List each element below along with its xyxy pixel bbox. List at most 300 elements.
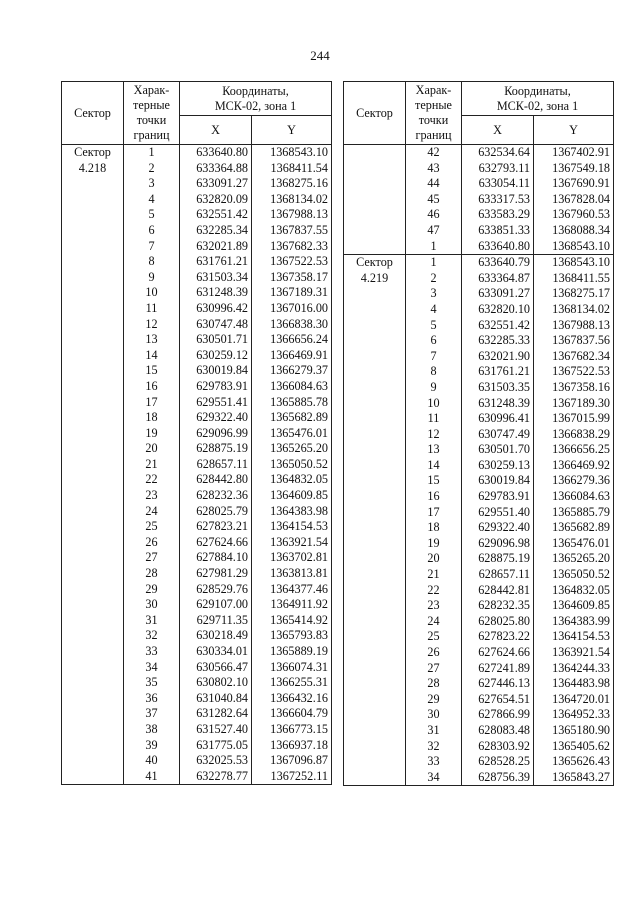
table-row bbox=[344, 567, 614, 583]
table-row bbox=[62, 363, 332, 379]
x-coordinate-cell: 629711.35 bbox=[180, 613, 252, 629]
x-coordinate-cell: 627981.29 bbox=[180, 566, 252, 582]
point-number-cell: 44 bbox=[406, 176, 462, 192]
sector-cell bbox=[62, 176, 124, 192]
y-coordinate-cell: 1367549.18 bbox=[534, 161, 614, 177]
y-coordinate-cell: 1365405.62 bbox=[534, 739, 614, 755]
x-coordinate-cell: 633851.33 bbox=[462, 223, 534, 239]
point-number-cell: 29 bbox=[406, 692, 462, 708]
table-row bbox=[62, 161, 332, 177]
sector-cell bbox=[62, 628, 124, 644]
sector-cell bbox=[344, 520, 406, 536]
sector-cell bbox=[62, 270, 124, 286]
header-points-line: Харак- bbox=[133, 83, 170, 97]
x-coordinate-cell: 628529.76 bbox=[180, 582, 252, 598]
point-number-cell: 23 bbox=[124, 488, 180, 504]
table-row bbox=[62, 628, 332, 644]
header-x: X bbox=[462, 116, 534, 145]
sector-cell bbox=[62, 706, 124, 722]
table-row bbox=[62, 223, 332, 239]
sector-cell bbox=[62, 363, 124, 379]
y-coordinate-cell: 1364154.53 bbox=[252, 519, 332, 535]
x-coordinate-cell: 632820.09 bbox=[180, 192, 252, 208]
point-number-cell: 32 bbox=[406, 739, 462, 755]
sector-cell bbox=[344, 396, 406, 412]
x-coordinate-cell: 627624.66 bbox=[180, 535, 252, 551]
y-coordinate-cell: 1367016.00 bbox=[252, 301, 332, 317]
sector-cell bbox=[62, 472, 124, 488]
table-row bbox=[344, 427, 614, 443]
sector-cell bbox=[344, 427, 406, 443]
table-row bbox=[344, 396, 614, 412]
x-coordinate-cell: 633583.29 bbox=[462, 207, 534, 223]
sector-cell bbox=[344, 661, 406, 677]
sector-cell bbox=[62, 769, 124, 785]
x-coordinate-cell: 630019.84 bbox=[462, 473, 534, 489]
table-row bbox=[62, 145, 332, 161]
table-row bbox=[62, 332, 332, 348]
table-row bbox=[344, 349, 614, 365]
point-number-cell: 28 bbox=[406, 676, 462, 692]
x-coordinate-cell: 632025.53 bbox=[180, 753, 252, 769]
x-coordinate-cell: 630996.42 bbox=[180, 301, 252, 317]
sector-cell bbox=[344, 598, 406, 614]
y-coordinate-cell: 1367189.31 bbox=[252, 285, 332, 301]
x-coordinate-cell: 633364.87 bbox=[462, 271, 534, 287]
sector-cell bbox=[344, 614, 406, 630]
x-coordinate-cell: 631775.05 bbox=[180, 738, 252, 754]
table-row bbox=[62, 691, 332, 707]
y-coordinate-cell: 1367988.13 bbox=[534, 318, 614, 334]
x-coordinate-cell: 627823.21 bbox=[180, 519, 252, 535]
table-row bbox=[62, 410, 332, 426]
point-number-cell: 26 bbox=[124, 535, 180, 551]
y-coordinate-cell: 1367402.91 bbox=[534, 145, 614, 161]
sector-cell bbox=[62, 597, 124, 613]
x-coordinate-cell: 630501.70 bbox=[462, 442, 534, 458]
x-coordinate-cell: 631040.84 bbox=[180, 691, 252, 707]
point-number-cell: 9 bbox=[406, 380, 462, 396]
y-coordinate-cell: 1366656.25 bbox=[534, 442, 614, 458]
x-coordinate-cell: 628303.92 bbox=[462, 739, 534, 755]
y-coordinate-cell: 1365414.92 bbox=[252, 613, 332, 629]
table-row bbox=[344, 551, 614, 567]
point-number-cell: 18 bbox=[406, 520, 462, 536]
y-coordinate-cell: 1363921.54 bbox=[534, 645, 614, 661]
header-coordinates-line: МСК-02, зона 1 bbox=[496, 98, 579, 113]
sector-cell bbox=[62, 317, 124, 333]
point-number-cell: 19 bbox=[406, 536, 462, 552]
y-coordinate-cell: 1364609.85 bbox=[252, 488, 332, 504]
sector-cell bbox=[62, 239, 124, 255]
point-number-cell: 1 bbox=[406, 239, 462, 255]
point-number-cell: 15 bbox=[124, 363, 180, 379]
sector-cell bbox=[344, 145, 406, 161]
point-number-cell: 33 bbox=[406, 754, 462, 770]
point-number-cell: 30 bbox=[406, 707, 462, 723]
sector-cell bbox=[344, 380, 406, 396]
table-row bbox=[62, 738, 332, 754]
sector-cell bbox=[344, 458, 406, 474]
point-number-cell: 19 bbox=[124, 426, 180, 442]
table-row bbox=[62, 519, 332, 535]
point-number-cell: 41 bbox=[124, 769, 180, 785]
x-coordinate-cell: 631761.21 bbox=[180, 254, 252, 270]
table-row bbox=[344, 380, 614, 396]
header-points-line: границ bbox=[133, 128, 170, 142]
table-row bbox=[344, 520, 614, 536]
point-number-cell: 15 bbox=[406, 473, 462, 489]
sector-cell bbox=[62, 691, 124, 707]
sector-cell bbox=[62, 348, 124, 364]
y-coordinate-cell: 1366084.63 bbox=[534, 489, 614, 505]
header-x: X bbox=[180, 116, 252, 145]
y-coordinate-cell: 1367690.91 bbox=[534, 176, 614, 192]
table-row bbox=[344, 723, 614, 739]
point-number-cell: 31 bbox=[124, 613, 180, 629]
y-coordinate-cell: 1364952.33 bbox=[534, 707, 614, 723]
point-number-cell: 35 bbox=[124, 675, 180, 691]
sector-cell bbox=[344, 583, 406, 599]
y-coordinate-cell: 1367522.53 bbox=[534, 364, 614, 380]
point-number-cell: 27 bbox=[406, 661, 462, 677]
point-number-cell: 20 bbox=[124, 441, 180, 457]
x-coordinate-cell: 630259.12 bbox=[180, 348, 252, 364]
x-coordinate-cell: 628232.36 bbox=[180, 488, 252, 504]
table-row bbox=[62, 675, 332, 691]
header-points-line: точки bbox=[418, 113, 449, 127]
x-coordinate-cell: 633091.27 bbox=[180, 176, 252, 192]
sector-cell bbox=[344, 676, 406, 692]
table-row bbox=[62, 550, 332, 566]
x-coordinate-cell: 628657.11 bbox=[180, 457, 252, 473]
x-coordinate-cell: 629551.40 bbox=[462, 505, 534, 521]
x-coordinate-cell: 631503.35 bbox=[462, 380, 534, 396]
header-points-line: терные bbox=[133, 98, 170, 112]
sector-cell bbox=[62, 457, 124, 473]
point-number-cell: 16 bbox=[406, 489, 462, 505]
sector-cell bbox=[62, 410, 124, 426]
point-number-cell: 33 bbox=[124, 644, 180, 660]
table-row bbox=[62, 239, 332, 255]
y-coordinate-cell: 1364609.85 bbox=[534, 598, 614, 614]
y-coordinate-cell: 1365885.78 bbox=[252, 395, 332, 411]
point-number-cell: 42 bbox=[406, 145, 462, 161]
y-coordinate-cell: 1365843.27 bbox=[534, 770, 614, 786]
x-coordinate-cell: 633317.53 bbox=[462, 192, 534, 208]
y-coordinate-cell: 1368543.10 bbox=[534, 239, 614, 255]
table-row bbox=[344, 598, 614, 614]
y-coordinate-cell: 1364911.92 bbox=[252, 597, 332, 613]
sector-cell: 4.218 bbox=[62, 161, 124, 177]
x-coordinate-cell: 631248.39 bbox=[462, 396, 534, 412]
y-coordinate-cell: 1367988.13 bbox=[252, 207, 332, 223]
y-coordinate-cell: 1368411.54 bbox=[252, 161, 332, 177]
x-coordinate-cell: 630996.41 bbox=[462, 411, 534, 427]
sector-cell bbox=[62, 644, 124, 660]
x-coordinate-cell: 632285.33 bbox=[462, 333, 534, 349]
y-coordinate-cell: 1364244.33 bbox=[534, 661, 614, 677]
sector-cell bbox=[344, 318, 406, 334]
y-coordinate-cell: 1363921.54 bbox=[252, 535, 332, 551]
sector-cell bbox=[344, 192, 406, 208]
point-number-cell: 12 bbox=[406, 427, 462, 443]
table-row bbox=[62, 660, 332, 676]
y-coordinate-cell: 1365050.52 bbox=[252, 457, 332, 473]
table-row bbox=[344, 707, 614, 723]
table-row bbox=[62, 426, 332, 442]
sector-cell: Сектор bbox=[344, 255, 406, 271]
table-row bbox=[62, 722, 332, 738]
sector-cell bbox=[62, 738, 124, 754]
point-number-cell: 12 bbox=[124, 317, 180, 333]
x-coordinate-cell: 628025.79 bbox=[180, 504, 252, 520]
y-coordinate-cell: 1365476.01 bbox=[534, 536, 614, 552]
point-number-cell: 32 bbox=[124, 628, 180, 644]
sector-cell bbox=[62, 519, 124, 535]
point-number-cell: 8 bbox=[406, 364, 462, 380]
sector-cell bbox=[62, 207, 124, 223]
y-coordinate-cell: 1365885.79 bbox=[534, 505, 614, 521]
sector-cell bbox=[62, 223, 124, 239]
point-number-cell: 4 bbox=[406, 302, 462, 318]
x-coordinate-cell: 631248.39 bbox=[180, 285, 252, 301]
x-coordinate-cell: 632551.42 bbox=[462, 318, 534, 334]
table-row bbox=[344, 614, 614, 630]
point-number-cell: 43 bbox=[406, 161, 462, 177]
x-coordinate-cell: 628657.11 bbox=[462, 567, 534, 583]
x-coordinate-cell: 630501.71 bbox=[180, 332, 252, 348]
point-number-cell: 17 bbox=[406, 505, 462, 521]
table-row bbox=[62, 254, 332, 270]
header-sector: Сектор bbox=[344, 82, 406, 145]
coordinates-table-right bbox=[343, 81, 614, 786]
sector-cell bbox=[62, 550, 124, 566]
sector-cell bbox=[62, 301, 124, 317]
table-row bbox=[344, 286, 614, 302]
header-coordinates bbox=[462, 82, 614, 116]
table-row bbox=[62, 379, 332, 395]
sector-cell bbox=[344, 505, 406, 521]
y-coordinate-cell: 1367252.11 bbox=[252, 769, 332, 785]
sector-cell bbox=[344, 707, 406, 723]
sector-cell: 4.219 bbox=[344, 271, 406, 287]
sector-cell bbox=[62, 395, 124, 411]
x-coordinate-cell: 633054.11 bbox=[462, 176, 534, 192]
x-coordinate-cell: 629551.41 bbox=[180, 395, 252, 411]
table-row bbox=[344, 255, 614, 271]
table-body bbox=[62, 145, 332, 785]
table-row bbox=[344, 473, 614, 489]
y-coordinate-cell: 1367358.17 bbox=[252, 270, 332, 286]
point-number-cell: 17 bbox=[124, 395, 180, 411]
sector-cell bbox=[344, 364, 406, 380]
point-number-cell: 8 bbox=[124, 254, 180, 270]
y-coordinate-cell: 1366838.30 bbox=[252, 317, 332, 333]
sector-cell bbox=[62, 285, 124, 301]
y-coordinate-cell: 1366937.18 bbox=[252, 738, 332, 754]
table-row bbox=[344, 676, 614, 692]
sector-cell bbox=[62, 504, 124, 520]
y-coordinate-cell: 1368543.10 bbox=[252, 145, 332, 161]
table-row bbox=[62, 566, 332, 582]
y-coordinate-cell: 1368275.16 bbox=[252, 176, 332, 192]
table-row bbox=[344, 489, 614, 505]
y-coordinate-cell: 1366656.24 bbox=[252, 332, 332, 348]
point-number-cell: 37 bbox=[124, 706, 180, 722]
table-row bbox=[344, 318, 614, 334]
y-coordinate-cell: 1365626.43 bbox=[534, 754, 614, 770]
x-coordinate-cell: 627624.66 bbox=[462, 645, 534, 661]
point-number-cell: 14 bbox=[406, 458, 462, 474]
point-number-cell: 10 bbox=[124, 285, 180, 301]
sector-cell bbox=[62, 332, 124, 348]
x-coordinate-cell: 629107.00 bbox=[180, 597, 252, 613]
header-sector: Сектор bbox=[62, 82, 124, 145]
table-row bbox=[344, 176, 614, 192]
table-row bbox=[62, 753, 332, 769]
table-row bbox=[62, 597, 332, 613]
sector-cell bbox=[344, 286, 406, 302]
y-coordinate-cell: 1365793.83 bbox=[252, 628, 332, 644]
point-number-cell: 47 bbox=[406, 223, 462, 239]
table-row bbox=[344, 739, 614, 755]
sector-cell bbox=[62, 254, 124, 270]
point-number-cell: 26 bbox=[406, 645, 462, 661]
sector-cell bbox=[344, 754, 406, 770]
point-number-cell: 24 bbox=[406, 614, 462, 630]
table-row bbox=[344, 333, 614, 349]
x-coordinate-cell: 633364.88 bbox=[180, 161, 252, 177]
x-coordinate-cell: 632534.64 bbox=[462, 145, 534, 161]
point-number-cell: 6 bbox=[124, 223, 180, 239]
x-coordinate-cell: 630019.84 bbox=[180, 363, 252, 379]
x-coordinate-cell: 629783.91 bbox=[180, 379, 252, 395]
y-coordinate-cell: 1368411.55 bbox=[534, 271, 614, 287]
header-coordinates bbox=[180, 82, 332, 116]
table-row bbox=[344, 302, 614, 318]
point-number-cell: 39 bbox=[124, 738, 180, 754]
y-coordinate-cell: 1367828.04 bbox=[534, 192, 614, 208]
point-number-cell: 7 bbox=[124, 239, 180, 255]
y-coordinate-cell: 1368275.17 bbox=[534, 286, 614, 302]
header-coordinates-line: МСК-02, зона 1 bbox=[214, 98, 297, 113]
point-number-cell: 34 bbox=[406, 770, 462, 786]
sector-cell bbox=[344, 692, 406, 708]
sector-cell bbox=[344, 223, 406, 239]
table-row bbox=[62, 613, 332, 629]
sector-cell bbox=[344, 536, 406, 552]
coordinates-table-left bbox=[61, 81, 332, 785]
y-coordinate-cell: 1366255.31 bbox=[252, 675, 332, 691]
sector-cell bbox=[344, 207, 406, 223]
x-coordinate-cell: 632278.77 bbox=[180, 769, 252, 785]
sector-cell bbox=[344, 442, 406, 458]
y-coordinate-cell: 1367189.30 bbox=[534, 396, 614, 412]
y-coordinate-cell: 1363813.81 bbox=[252, 566, 332, 582]
y-coordinate-cell: 1366279.36 bbox=[534, 473, 614, 489]
table-row bbox=[344, 458, 614, 474]
y-coordinate-cell: 1365265.20 bbox=[534, 551, 614, 567]
x-coordinate-cell: 628232.35 bbox=[462, 598, 534, 614]
y-coordinate-cell: 1364154.53 bbox=[534, 629, 614, 645]
point-number-cell: 38 bbox=[124, 722, 180, 738]
y-coordinate-cell: 1364832.05 bbox=[534, 583, 614, 599]
table-row bbox=[344, 505, 614, 521]
point-number-cell: 36 bbox=[124, 691, 180, 707]
x-coordinate-cell: 628756.39 bbox=[462, 770, 534, 786]
x-coordinate-cell: 629322.40 bbox=[462, 520, 534, 536]
y-coordinate-cell: 1367358.16 bbox=[534, 380, 614, 396]
sector-cell bbox=[62, 613, 124, 629]
x-coordinate-cell: 630218.49 bbox=[180, 628, 252, 644]
x-coordinate-cell: 629322.40 bbox=[180, 410, 252, 426]
x-coordinate-cell: 630566.47 bbox=[180, 660, 252, 676]
y-coordinate-cell: 1364383.98 bbox=[252, 504, 332, 520]
header-points-line: границ bbox=[415, 128, 452, 142]
y-coordinate-cell: 1366084.63 bbox=[252, 379, 332, 395]
x-coordinate-cell: 629783.91 bbox=[462, 489, 534, 505]
table-row bbox=[62, 192, 332, 208]
sector-cell bbox=[62, 192, 124, 208]
y-coordinate-cell: 1366469.91 bbox=[252, 348, 332, 364]
y-coordinate-cell: 1367960.53 bbox=[534, 207, 614, 223]
y-coordinate-cell: 1367682.33 bbox=[252, 239, 332, 255]
point-number-cell: 11 bbox=[406, 411, 462, 427]
table-row bbox=[344, 692, 614, 708]
x-coordinate-cell: 629096.99 bbox=[180, 426, 252, 442]
y-coordinate-cell: 1365050.52 bbox=[534, 567, 614, 583]
point-number-cell: 9 bbox=[124, 270, 180, 286]
x-coordinate-cell: 632551.42 bbox=[180, 207, 252, 223]
point-number-cell: 34 bbox=[124, 660, 180, 676]
y-coordinate-cell: 1366838.29 bbox=[534, 427, 614, 443]
x-coordinate-cell: 633640.80 bbox=[462, 239, 534, 255]
y-coordinate-cell: 1365682.89 bbox=[252, 410, 332, 426]
x-coordinate-cell: 627884.10 bbox=[180, 550, 252, 566]
x-coordinate-cell: 631503.34 bbox=[180, 270, 252, 286]
y-coordinate-cell: 1363702.81 bbox=[252, 550, 332, 566]
table-row bbox=[62, 457, 332, 473]
point-number-cell: 45 bbox=[406, 192, 462, 208]
y-coordinate-cell: 1365682.89 bbox=[534, 520, 614, 536]
sector-cell bbox=[62, 753, 124, 769]
table-row bbox=[344, 442, 614, 458]
x-coordinate-cell: 632820.10 bbox=[462, 302, 534, 318]
x-coordinate-cell: 628875.19 bbox=[180, 441, 252, 457]
y-coordinate-cell: 1367015.99 bbox=[534, 411, 614, 427]
x-coordinate-cell: 630334.01 bbox=[180, 644, 252, 660]
sector-cell bbox=[344, 411, 406, 427]
y-coordinate-cell: 1365180.90 bbox=[534, 723, 614, 739]
point-number-cell: 5 bbox=[124, 207, 180, 223]
x-coordinate-cell: 628875.19 bbox=[462, 551, 534, 567]
sector-cell bbox=[62, 582, 124, 598]
sector-cell bbox=[344, 349, 406, 365]
x-coordinate-cell: 630802.10 bbox=[180, 675, 252, 691]
y-coordinate-cell: 1365889.19 bbox=[252, 644, 332, 660]
header-points bbox=[406, 82, 462, 145]
header-coordinates-line: Координаты, bbox=[504, 83, 571, 98]
point-number-cell: 4 bbox=[124, 192, 180, 208]
table-row bbox=[344, 161, 614, 177]
y-coordinate-cell: 1367837.56 bbox=[534, 333, 614, 349]
y-coordinate-cell: 1365265.20 bbox=[252, 441, 332, 457]
table-row bbox=[62, 706, 332, 722]
point-number-cell: 20 bbox=[406, 551, 462, 567]
y-coordinate-cell: 1366074.31 bbox=[252, 660, 332, 676]
y-coordinate-cell: 1364720.01 bbox=[534, 692, 614, 708]
